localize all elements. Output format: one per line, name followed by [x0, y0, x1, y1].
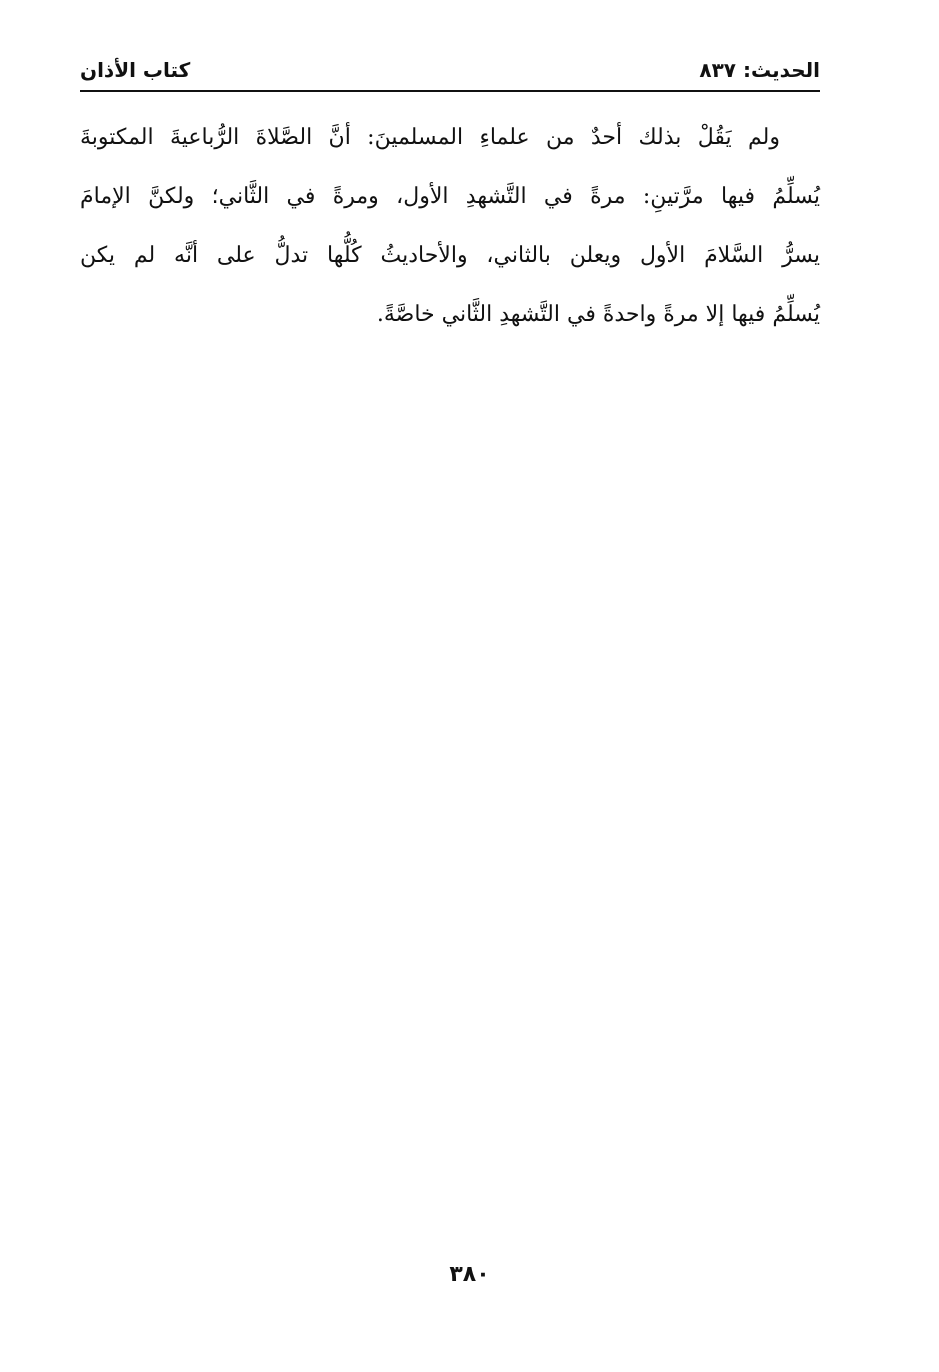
running-header: [80, 52, 820, 88]
paragraph-line-3: يسرُّ السَّلامَ الأول ويعلن بالثاني، والأحاديثُ كُلُّها تدلُّ على أنَّه لم يكن: [80, 243, 820, 268]
header-divider: [80, 90, 820, 92]
paragraph-line-2: يُسلِّمُ فيها مرَّتينِ: مرةً في التَّشهدِ الأول، ومرةً في الثَّاني؛ ولكنَّ الإمامَ: [80, 184, 820, 209]
main-paragraph: [80, 108, 820, 344]
page-number: ٣٨٠: [449, 1262, 490, 1287]
book-title: كتاب الأذان: [80, 58, 191, 82]
hadith-number: الحديث: ٨٣٧: [699, 58, 820, 82]
paragraph-line-4: يُسلِّمُ فيها إلا مرةً واحدةً في التَّشهدِ الثَّاني خاصَّةً.: [376, 302, 820, 327]
paragraph-line-1: ولم يَقُلْ بذلك أحدٌ من علماءِ المسلمينَ: أنَّ الصَّلاةَ الرُّباعيةَ المكتوبةَ: [80, 125, 780, 150]
